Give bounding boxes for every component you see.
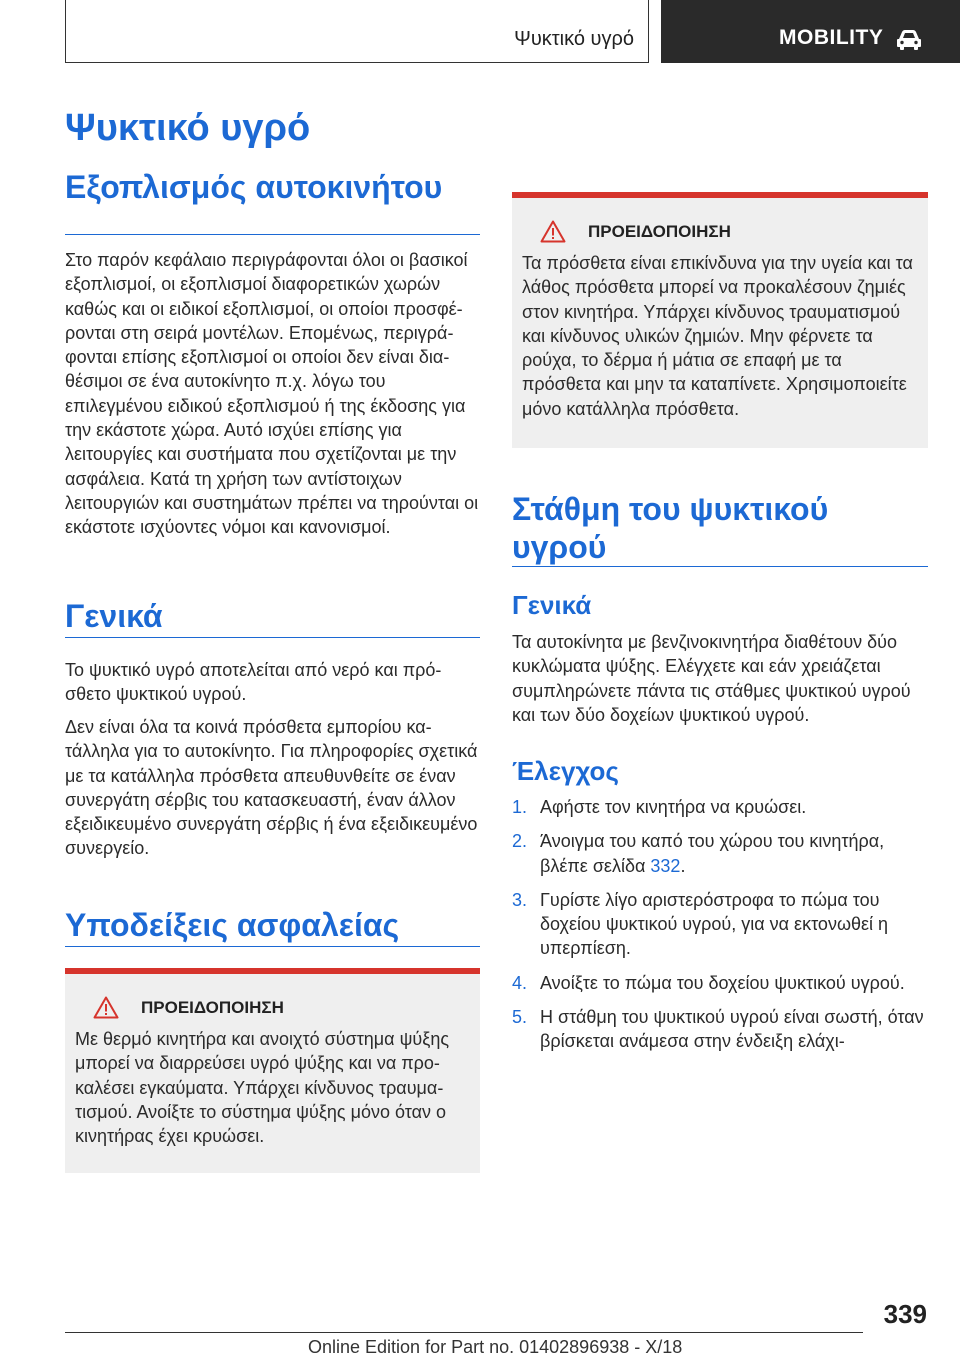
header-section-title: Ψυκτικό υγρό bbox=[514, 28, 634, 50]
header-section-box bbox=[65, 0, 649, 63]
page-link-332[interactable]: 332 bbox=[650, 855, 681, 876]
level-general-heading: Γενικά bbox=[512, 590, 592, 620]
equipment-text: Στο παρόν κεφάλαιο περιγράφονται όλοι οι βασικοί εξοπλισμοί, οι εξοπλισμοί διαφορετικών χωρών καθώς και οι ειδικοί εξοπλισμοί, οι οποίοι προσφέρονται στη σειρά μοντέλων. Επομένως, περιγράφονται επίσης εξοπλισμοί οι οποίοι δεν είναι διαθέσιμοι σε ένα αυτοκίνητο π.χ. λόγω του επιλεγμένου ειδικού εξοπλισμού ή της έκδοσης για την εκάστοτε χώρα. Αυτό ισχύει επίσης για λειτουργίες και συστήματα που σχετίζονται με την ασφάλεια. Κατά τη χρήση των αντίστοιχων λειτουργιών και συστημάτων πρέπει να τηρούνται οι εκάστοτε ισχύοντες νόμοι και κανονισμοί. bbox=[65, 250, 479, 538]
warning-text: Τα πρόσθετα είναι επικίνδυνα για την υγεία και τα λάθος πρόσθετα μπορεί να προκαλέσουν ζημιές στον κινητήρα. Υπάρχει κίνδυνος τραυματισμού και κίνδυνος υλικών ζημιών. Μην φέρνετε τα ρούχα, το δέρμα ή μάτια σε επαφή με τα πρόσθετα και μην τα καταπίνετε. Χρησιμοποιείτε μόνο κατάλληλα πρόσθετα. bbox=[522, 253, 913, 419]
warning-box-hot-engine bbox=[65, 968, 480, 1173]
general-text-2: Δεν είναι όλα τα κοινά πρόσθετα εμπορίου κατάλληλα για το αυτοκίνητο. Για πληροφορίες σχετικά με τα κατάλληλα πρόσθετα απευθυνθείτε σε έναν συνεργάτη σέρβις του κατασκευαστή, έναν άλλον εξειδικευμένο συνεργάτη σέρβις ή ένα εξειδικευμένο συνεργείο. bbox=[65, 717, 478, 859]
equipment-heading: Εξοπλισμός αυτοκινήτου bbox=[65, 169, 443, 205]
general-rule bbox=[65, 637, 480, 638]
coolant-level-rule bbox=[512, 566, 928, 567]
warning-triangle-icon bbox=[93, 996, 119, 1019]
general-text-1: Το ψυκτικό υγρό αποτελείται από νερό και πρόσθετο ψυκτικού υγρού. bbox=[65, 660, 442, 705]
list-item: 2. Άνοιγμα του καπό του χώρου του κινητήρα, βλέπε σελίδα 332. bbox=[512, 831, 885, 876]
warning-header bbox=[75, 996, 470, 1019]
safety-rule bbox=[65, 946, 480, 947]
warning-triangle-icon bbox=[540, 220, 566, 243]
page-title: Ψυκτικό υγρό bbox=[65, 107, 311, 149]
list-item: 1. Αφήστε τον κινητήρα να κρυώσει. bbox=[512, 797, 807, 817]
warning-header bbox=[522, 220, 918, 243]
list-item: 5. Η στάθμη του ψυκτικού υγρού είναι σωστή, όταν βρίσκεται ανάμεσα στην ένδειξη ελάχι- bbox=[512, 1007, 924, 1052]
footer-rule bbox=[65, 1332, 863, 1333]
check-steps-list bbox=[512, 795, 928, 1064]
list-item: 4. Ανοίξτε το πώμα του δοχείου ψυκτικού υγρού. bbox=[512, 972, 905, 993]
check-heading: Έλεγχος bbox=[512, 756, 619, 786]
header-category-box bbox=[661, 0, 960, 63]
warning-label: ΠΡΟΕΙΔΟΠΟΙΗΣΗ bbox=[141, 997, 284, 1017]
car-icon bbox=[894, 24, 924, 54]
footer-edition: Online Edition for Part no. 01402896938 - X/18 bbox=[308, 1337, 683, 1357]
warning-text: Με θερμό κινητήρα και ανοιχτό σύστημα ψύξης μπορεί να διαρρεύσει υγρό ψύξης και να προκαλέσει εγκαύματα. Υπάρχει κίνδυνος τραυματισμού. Ανοίξτε το σύστημα ψύξης μόνο όταν ο κινητήρας έχει κρυώσει. bbox=[75, 1029, 450, 1147]
warning-box-additives bbox=[512, 192, 928, 448]
safety-heading: Υποδείξεις ασφαλείας bbox=[65, 907, 400, 943]
warning-label: ΠΡΟΕΙΔΟΠΟΙΗΣΗ bbox=[588, 221, 731, 241]
general-heading: Γενικά bbox=[65, 598, 163, 634]
page-number: 339 bbox=[883, 1299, 927, 1329]
list-item: 3. Γυρίστε λίγο αριστερόστροφα το πώμα του δοχείου ψυκτικού υγρού, για να εκτονωθεί η υπερπίεση. bbox=[512, 889, 889, 959]
equipment-rule bbox=[65, 234, 480, 235]
coolant-level-heading: Στάθμη του ψυκτικού υγρού bbox=[512, 491, 829, 565]
header-category-label: MOBILITY bbox=[779, 26, 884, 49]
level-general-text: Τα αυτοκίνητα με βενζινοκινητήρα διαθέτουν δύο κυκλώματα ψύξης. Ελέγχετε και εάν χρειάζεται συμπληρώνετε πάντα τις στάθμες ψυκτικού υγρού και των δύο δοχείων ψυκτικού υγρού. bbox=[512, 632, 911, 725]
